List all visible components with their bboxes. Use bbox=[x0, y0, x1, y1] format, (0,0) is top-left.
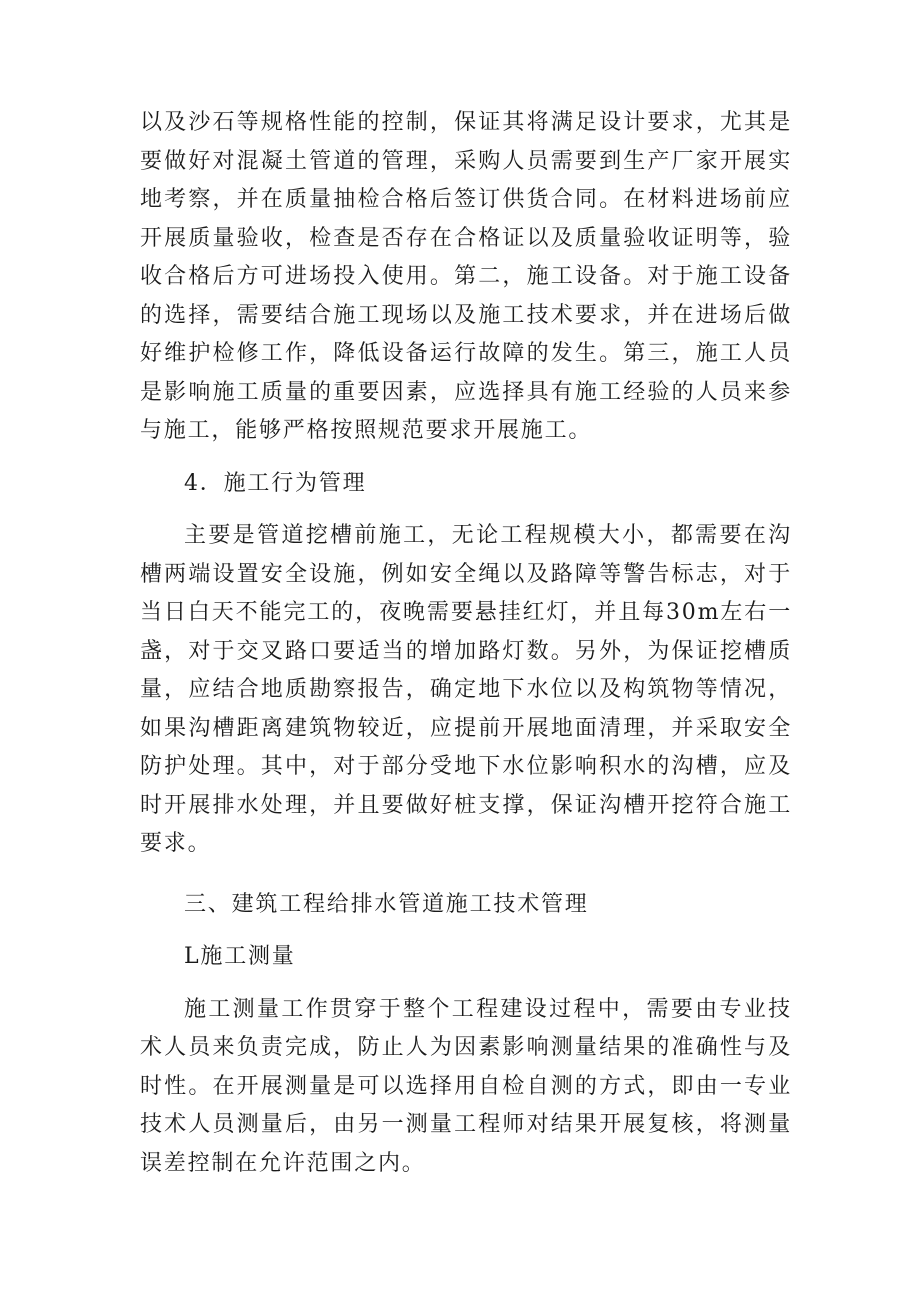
heading-construction-survey: L施工测量 bbox=[184, 944, 296, 969]
document-body bbox=[140, 104, 792, 1183]
heading-construction-behavior-management: 4．施工行为管理 bbox=[184, 470, 367, 496]
paragraph-survey-work: 施工测量工作贯穿于整个工程建设过程中，需要由专业技术人员来负责完成，防止人为因素影响测量结果的准确性与及时性。在开展测量是可以选择用自检自测的方式，即由一专业技术人员测量后，由另一测量工程师对结果开展复核，将测量误差控制在允许范围之内。 bbox=[140, 996, 792, 1176]
paragraph-materials-equipment-personnel: 以及沙石等规格性能的控制，保证其将满足设计要求，尤其是要做好对混凝土管道的管理，采购人员需要到生产厂家开展实地考察，并在质量抽检合格后签订供货合同。在材料进场前应开展质量验收，检查是否存在合格证以及质量验收证明等，验收合格后方可进场投入使用。第二，施工设备。对于施工设备的选择，需要结合施工现场以及施工技术要求，并在进场后做好维护检修工作，降低设备运行故障的发生。第三，施工人员是影响施工质量的重要因素，应选择具有施工经验的人员来参与施工，能够严格按照规范要求开展施工。 bbox=[140, 110, 792, 443]
paragraph-trench-safety: 主要是管道挖槽前施工，无论工程规模大小，都需要在沟槽两端设置安全设施，例如安全绳以及路障等警告标志，对于当日白天不能完工的，夜晚需要悬挂红灯，并且每30m左右一盏，对于交叉路口要适当的增加路灯数。另外，为保证挖槽质量，应结合地质勘察报告，确定地下水位以及构筑物等情况，如果沟槽距离建筑物较近，应提前开展地面清理，并采取安全防护处理。其中，对于部分受地下水位影响积水的沟槽，应及时开展排水处理，并且要做好桩支撑，保证沟槽开挖符合施工要求。 bbox=[140, 523, 792, 856]
heading-section-technical-management: 三、建筑工程给排水管道施工技术管理 bbox=[184, 891, 589, 917]
